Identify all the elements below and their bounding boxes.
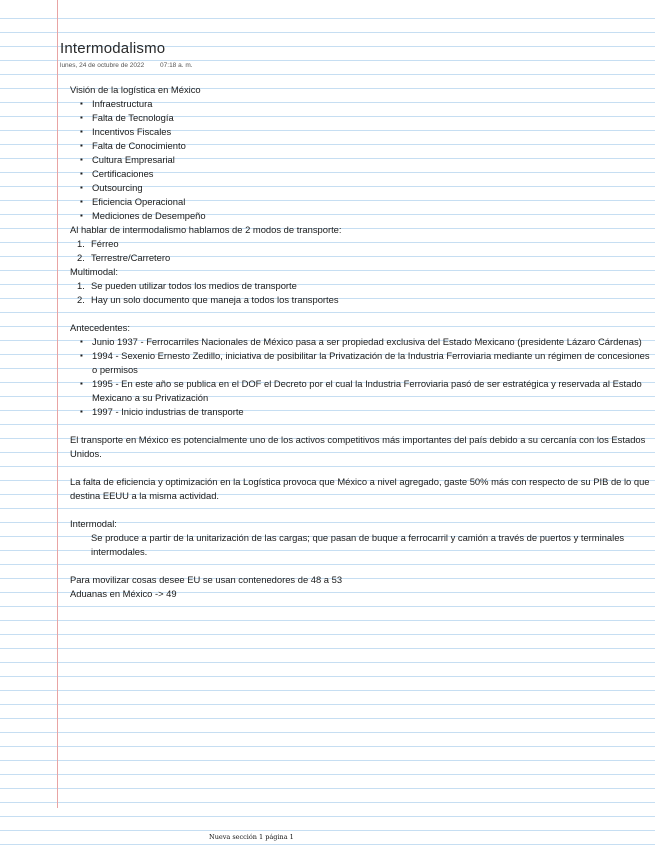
- note-body[interactable]: [70, 83, 650, 601]
- modes-list: [70, 237, 650, 265]
- list-text: Hay un solo documento que maneja a todos los transportes: [91, 294, 339, 305]
- multimodal-heading: Multimodal:: [70, 266, 118, 277]
- vision-list: [70, 97, 650, 223]
- spacer: [70, 419, 650, 433]
- list-item: ▪ Falta de Conocimiento: [70, 139, 650, 153]
- page-title[interactable]: Intermodalismo: [60, 40, 166, 57]
- list-number: 1.: [77, 238, 85, 249]
- list-item: ▪ Infraestructura: [70, 97, 650, 111]
- antecedentes-heading: Antecedentes:: [70, 322, 130, 333]
- intermodal-text: Se produce a partir de la unitarización de las cargas; que pasan de buque a ferrocarril y camión a través de puertos y terminales intermodales.: [91, 532, 625, 557]
- list-text: Se pueden utilizar todos los medios de transporte: [91, 280, 297, 291]
- list-item: [70, 279, 650, 293]
- list-item: ▪ Eficiencia Operacional: [70, 195, 650, 209]
- list-item: ▪ 1995 - En este año se publica en el DOF el Decreto por el cual la Industria Ferroviaria pasó de ser estratégica y reservada al Estado Mexicano a su Privatización: [70, 377, 650, 405]
- page-footer: Nueva sección 1 página 1: [209, 833, 294, 841]
- spacer: [70, 559, 650, 573]
- list-item: ▪ 1994 - Sexenio Ernesto Zedillo, iniciativa de posibilitar la Privatización de la Industria Ferroviaria mediante un régimen de concesiones o permisos: [70, 349, 650, 377]
- page-time: 07:18 a. m.: [160, 62, 193, 69]
- list-text: Férreo: [91, 238, 119, 249]
- list-text: Terrestre/Carretero: [91, 252, 171, 263]
- intermodal-modes-text: Al hablar de intermodalismo hablamos de 2 modos de transporte:: [70, 224, 342, 235]
- list-item: ▪ Mediciones de Desempeño: [70, 209, 650, 223]
- closing-line: Para movilizar cosas desee EU se usan contenedores de 48 a 53: [70, 574, 343, 585]
- list-item: [70, 237, 650, 251]
- list-item: [70, 293, 650, 307]
- paragraph: El transporte en México es potencialmente uno de los activos competitivos más importantes del país debido a su cercanía con los Estados Unidos.: [70, 434, 646, 459]
- list-item: ▪ Junio 1937 - Ferrocarriles Nacionales de México pasa a ser propiedad exclusiva del Estado Mexicano (presidente Lázaro Cárdenas): [70, 335, 650, 349]
- list-number: 2.: [77, 294, 85, 305]
- paragraph: La falta de eficiencia y optimización en la Logística provoca que México a nivel agregado, gaste 50% más con respecto de su PIB de lo que destina EEUU a la misma actividad.: [70, 476, 650, 501]
- spacer: [70, 461, 650, 475]
- list-item: ▪ Falta de Tecnología: [70, 111, 650, 125]
- intermodal-heading: Intermodal:: [70, 518, 117, 529]
- list-item: ▪ 1997 - Inicio industrias de transporte: [70, 405, 650, 419]
- page-margin-line: [57, 0, 58, 808]
- list-item: ▪ Certificaciones: [70, 167, 650, 181]
- spacer: [70, 503, 650, 517]
- list-item: ▪ Cultura Empresarial: [70, 153, 650, 167]
- list-item: ▪ Incentivos Fiscales: [70, 125, 650, 139]
- spacer: [70, 307, 650, 321]
- multimodal-list: [70, 279, 650, 307]
- page-date: lunes, 24 de octubre de 2022: [60, 62, 145, 69]
- list-item: [70, 251, 650, 265]
- closing-line: Aduanas en México -> 49: [70, 588, 177, 599]
- list-item: ▪ Outsourcing: [70, 181, 650, 195]
- list-number: 1.: [77, 280, 85, 291]
- page-timestamp: [60, 62, 193, 69]
- vision-heading: Visión de la logística en México: [70, 84, 201, 95]
- list-number: 2.: [77, 252, 85, 263]
- antecedentes-list: [70, 335, 650, 419]
